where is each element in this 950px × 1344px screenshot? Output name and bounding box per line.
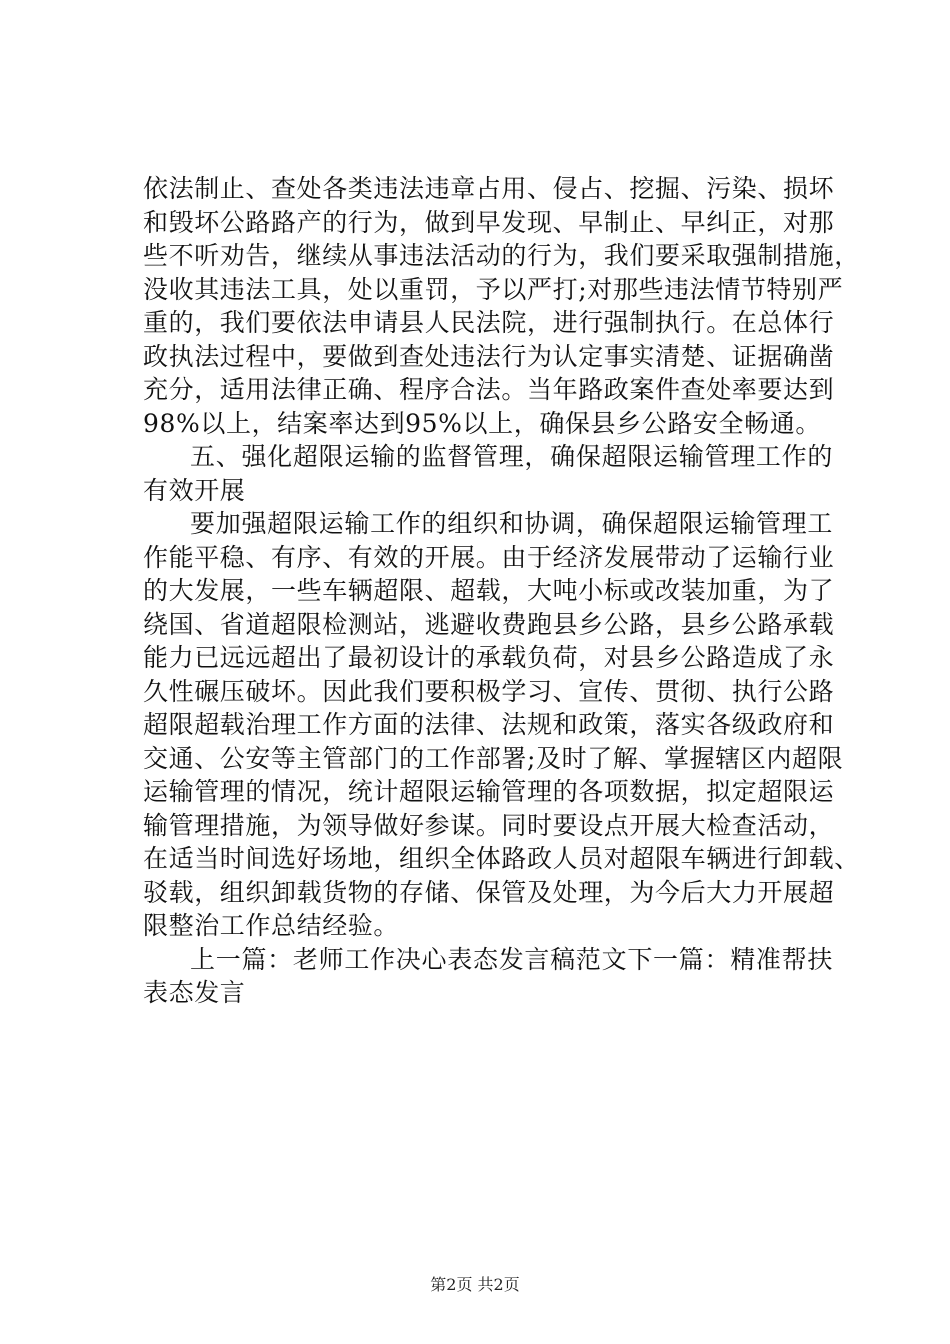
text-line: 没收其违法工具，处以重罚，予以严打;对那些违法情节特别严 [143,274,844,304]
section-heading: 五、强化超限运输的监督管理，确保超限运输管理工作的 [190,442,833,471]
text-line: 限整治工作总结经验。 [143,911,400,940]
text-line: 在适当时间选好场地，组织全体路政人员对超限车辆进行卸载、 [143,844,860,873]
text-line: 要加强超限运输工作的组织和协调，确保超限运输管理工 [190,509,833,538]
text-line: 充分，适用法律正确、程序合法。当年路政案件查处率要达到 [143,375,835,404]
text-line: 依法制止、查处各类违法违章占用、侵占、挖掘、污染、损坏 [143,174,835,203]
text-line: 驳载，组织卸载货物的存储、保管及处理，为今后大力开展超 [143,877,835,907]
text-line: 的大发展，一些车辆超限、超载，大吨小标或改装加重，为了 [143,576,835,605]
page-number: 第2页 共2页 [430,1275,520,1294]
text-line: 重的，我们要依法申请县人民法院，进行强制执行。在总体行 [143,308,835,337]
text-line: 久性碾压破坏。因此我们要积极学习、宣传、贯彻、执行公路 [143,676,835,706]
section-heading-cont: 有效开展 [143,475,246,505]
text-line: 输管理措施，为领导做好参谋。同时要设点开展大检查活动， [143,810,835,840]
text-line: 交通、公安等主管部门的工作部署;及时了解、掌握辖区内超限 [143,743,844,773]
text-line: 作能平稳、有序、有效的开展。由于经济发展带动了运输行业 [143,542,835,572]
text-line: 运输管理的情况，统计超限运输管理的各项数据，拟定超限运 [143,777,835,806]
text-line: 政执法过程中，要做到查处违法行为认定事实清楚、证据确凿 [143,341,835,371]
prev-next-links[interactable]: 上一篇：老师工作决心表态发言稿范文下一篇：精准帮扶 [190,944,833,974]
text-line: 些不听劝告，继续从事违法活动的行为，我们要采取强制措施， [143,241,860,270]
text-line: 98%以上，结案率达到95%以上，确保县乡公路安全畅通。 [143,408,821,438]
text-line: 能力已远远超出了最初设计的承载负荷，对县乡公路造成了永 [143,643,835,672]
text-line: 和毁坏公路路产的行为，做到早发现、早制止、早纠正，对那 [143,207,835,237]
body-text [143,172,860,1010]
prev-next-links-cont[interactable]: 表态发言 [143,978,246,1007]
text-line: 绕国、省道超限检测站，逃避收费跑县乡公路，县乡公路承载 [143,609,835,639]
text-line: 超限超载治理工作方面的法律、法规和政策，落实各级政府和 [143,710,835,739]
